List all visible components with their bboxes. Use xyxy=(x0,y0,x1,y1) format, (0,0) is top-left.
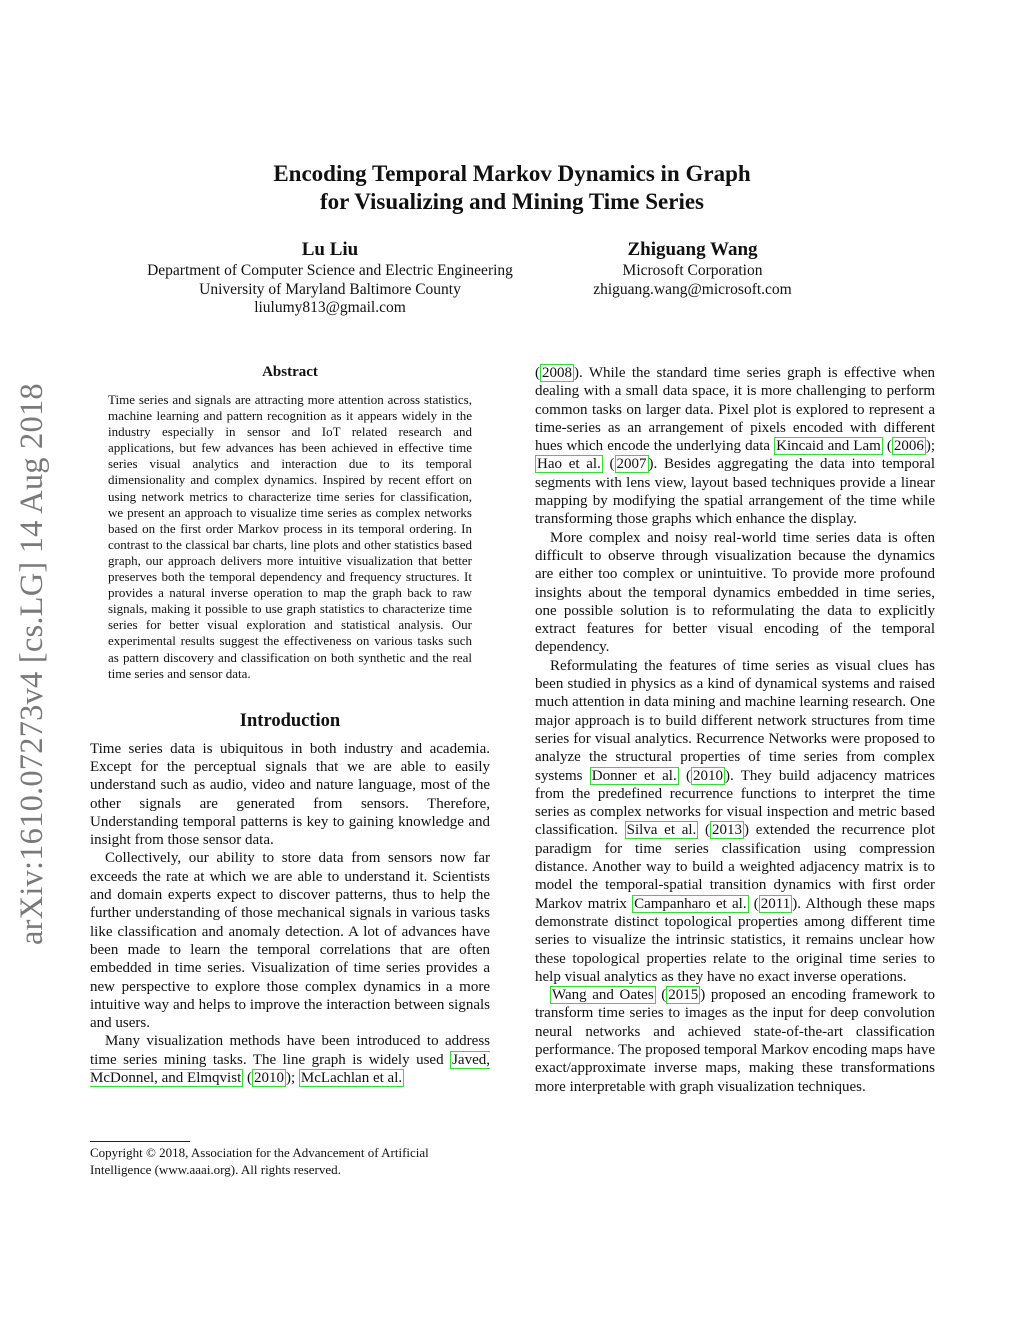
citation-year-link[interactable]: 2015 xyxy=(668,987,699,1004)
citation-link[interactable]: Campanharo et al. xyxy=(634,895,747,912)
paragraph-text: . Besides aggregating the data into temporal segments with lens view, layout based techniques provide a linear mapping by modifying the spatial arrangement of the time while transforming those graphs which enhance the display. xyxy=(535,456,936,528)
paragraph-text: extended the recurrence plot paradigm for time series classification using compression distance. Another way to build a weighted adjacency matrix is to model the temporal-spatial transition dynamics with first order Markov matrix xyxy=(535,822,935,912)
citation-link[interactable]: Silva et al. xyxy=(626,822,697,839)
citation-year-link[interactable]: 2006 xyxy=(893,438,924,455)
body-paragraph: Wang and Oates ( 2015 ) proposed an encoding framework to transform time series to images as the input for deep convolution neural networks and achieved state-of-the-art classification performance. The proposed temporal Markov encoding maps have exact/approximate inverse maps, making these transformations more interpretable with graph visualization techniques. xyxy=(535,987,935,1095)
citation-separator: ; xyxy=(290,1070,299,1087)
author-name: Lu Liu xyxy=(301,239,359,260)
citation-separator: ; xyxy=(930,438,935,455)
author-email: zhiguang.wang@microsoft.com xyxy=(593,280,792,298)
footnote-rule xyxy=(90,1141,190,1142)
author-affiliation: Department of Computer Science and Electric Engineering xyxy=(147,262,513,279)
author-block-1 xyxy=(120,238,540,318)
citation-year-link[interactable]: 2007 xyxy=(616,456,647,473)
author-affiliation: Microsoft Corporation xyxy=(622,262,763,279)
body-paragraph: Reformulating the features of time series as visual clues has been studied in physics as a kind of dynamical systems and raised much attention in data mining and machine learning research. One major approach is to build different network structures from time series for visual analytics. Recurrence Networks were proposed to analyze the structural properties of time series from complex systems Donner et al. ( 2010 ). They build adjacency matrices from the predefined recurrence functions to interpret the time series as complex networks for visual inspection and metric based classification. Silva et al. ( 2013 ) extended the recurrence plot paradigm for time series classification using compression distance. Another way to build a weighted adjacency matrix is to model the temporal-spatial transition dynamics with first order Markov matrix Campanharo et al. ( 2011 ). Although these maps demonstrate distinct topological properties among different time series to visualize the intrinsic statistics, it remains unclear how these topological properties relate to the original time series to help visual analytics as they have no exact inverse operations. xyxy=(535,657,935,985)
paragraph-text: Reformulating the features of time series as visual clues has been studied in physics as a kind of dynamical systems and raised much attention in data mining and machine learning research. One major approach is to build different network structures from time series for visual analytics. Recurrence Networks were proposed to analyze the structural properties of time series from complex systems xyxy=(535,657,935,784)
citation-year-link[interactable]: 2010 xyxy=(693,767,723,784)
citation-year-link[interactable]: 2010 xyxy=(253,1070,284,1087)
citation-year-link[interactable]: 2013 xyxy=(712,822,743,839)
introduction-heading: Introduction xyxy=(239,710,341,731)
citation-link[interactable]: Hao et al. xyxy=(537,456,601,473)
abstract-text: Time series and signals are attracting more attention across statistics, machine learning and pattern recognition as it appears widely in the industry especially in sensor and IoT related research and applications, but few advances has been achieved in effective time series visual analytics and interaction due to its temporal dimensionality and complex dynamics. Inspired by recent effort on using network metrics to characterize time series for classification, we present an approach to visualize time series as complex networks based on the first order Markov process in its temporal ordering. In contrast to the classical bar charts, line plots and other statistics based graph, our approach delivers more intuitive visualization that better preserves both the temporal dependency and frequency structures. It provides a natural inverse operation to map the graph back to raw signals, making it possible to use graph statistics to characterize time series for better visual exploration and statistical analysis. Our experimental results suggest the effectiveness on various tasks such as pattern discovery and classification on both synthetic and the real time series and sensor data. xyxy=(108,392,472,681)
paragraph-text: . While the standard time series graph is effective when dealing with a small data space, it is more challenging to perform common tasks on larger data. Pixel plot is explored to represent a time-series as an arrangement of pixels encoded with different hues which encode the underlying data xyxy=(535,365,935,455)
intro-paragraph: Time series data is ubiquitous in both industry and academia. Except for the perceptual signals that we are able to easily understand such as audio, video and nature language, most of the other signals are generated from sensors. Therefore, Understanding temporal patterns is key to gaining knowledge and insight from those sensor data. xyxy=(90,740,490,849)
paragraph-text: . They build adjacency matrices from the predefined recurrence functions to interpret the time series as complex networks for visual inspection and metric based classification. xyxy=(535,767,935,839)
title-line-2: for Visualizing and Mining Time Series xyxy=(319,189,705,214)
right-column xyxy=(535,364,935,1096)
intro-paragraph: Many visualization methods have been introduced to address time series mining tasks. The line graph is widely used Javed, McDonnel, and Elmqvist ( 2010 ); McLachlan et al. xyxy=(90,1033,490,1087)
paragraph-text: proposed an encoding framework to transform time series to images as the input for deep convolution neural networks and achieved state-of-the-art classification performance. The proposed temporal Markov encoding maps have exact/approximate inverse maps, making these transformations more interpretable with graph visualization techniques. xyxy=(535,987,935,1095)
author-block-2 xyxy=(560,238,825,299)
citation-link[interactable]: Donner et al. xyxy=(591,767,677,784)
citation-link[interactable]: Wang and Oates xyxy=(552,987,654,1004)
paper-title xyxy=(100,160,924,216)
citation-link[interactable]: Kincaid and Lam xyxy=(776,438,881,455)
author-affiliation: University of Maryland Baltimore County xyxy=(199,280,461,298)
intro-paragraph: Collectively, our ability to store data from sensors now far exceeds the rate at which we are able to understand it. Scientists and domain experts expect to discover patterns, thus to help the further understanding of those mechanical signals in various tasks like classification and anomaly detection. A lot of advances have been made to learn the temporal correlations that are often embedded in time series. Visualization of time series provides a new perspective to explore those complex dynamics in a more intuitive way and helps to improve the interaction between signals and users. xyxy=(90,850,490,1032)
author-email: liulumy813@gmail.com xyxy=(254,299,406,316)
body-paragraph: ( 2008 ). While the standard time series graph is effective when dealing with a small data space, it is more challenging to perform common tasks on larger data. Pixel plot is explored to represent a time-series as an arrangement of pixels encoded with different hues which encode the underlying data Kincaid and Lam ( 2006 ); Hao et al. ( 2007 ). Besides aggregating the data into temporal segments with lens view, layout based techniques provide a linear mapping by modifying the spatial arrangement of the time while transforming those graphs which enhance the display. xyxy=(535,365,936,528)
copyright-footnote xyxy=(90,1144,490,1178)
footnote-text: Copyright © 2018, Association for the Advancement of Artificial Intelligence (www.aaai.org). All rights reserved. xyxy=(90,1145,429,1177)
abstract-heading: Abstract xyxy=(262,364,318,380)
title-line-1: Encoding Temporal Markov Dynamics in Graph xyxy=(273,161,751,186)
citation-year-link[interactable]: 2008 xyxy=(542,365,572,381)
body-paragraph: More complex and noisy real-world time series data is often difficult to observe through visualization because the dynamics are either too complex or unintuitive. To provide more profound insights about the temporal dynamics embedded in time series, one possible solution is to reformulating the data to explicitly extract features for better visual encoding of the temporal dependency. xyxy=(535,529,935,656)
paragraph-text: . Although these maps demonstrate distinct topological properties among different time series to visualize the intrinsic statistics, it remains unclear how these topological properties relate to the original time series to help visual analytics as they have no exact inverse operations. xyxy=(535,895,935,985)
citation-link[interactable]: Javed, McDonnel, and Elmqvist xyxy=(90,1051,490,1087)
citation-link[interactable]: McLachlan et al. xyxy=(300,1070,403,1087)
left-column xyxy=(90,362,490,1087)
author-name: Zhiguang Wang xyxy=(627,239,758,260)
paragraph-text: Many visualization methods have been introduced to address time series mining tasks. The line graph is widely used xyxy=(90,1033,490,1068)
arxiv-identifier: arXiv:1610.07273v4 [cs.LG] 14 Aug 2018 xyxy=(14,383,50,945)
citation-year-link[interactable]: 2011 xyxy=(760,895,791,912)
